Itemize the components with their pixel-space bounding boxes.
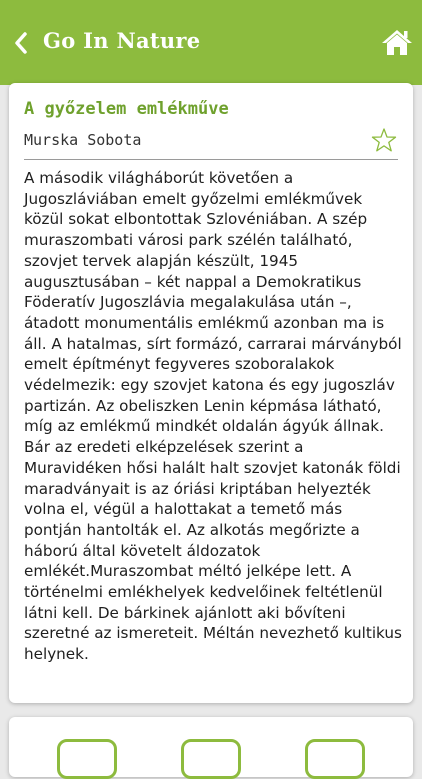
chevron-left-icon (13, 31, 29, 55)
action-bar-card (9, 717, 413, 777)
poi-title: A győzelem emlékműve (24, 99, 229, 119)
poi-detail-card (9, 83, 413, 703)
home-button[interactable] (381, 28, 413, 56)
home-icon (381, 28, 413, 56)
app-title: Go In Nature (43, 28, 201, 53)
favorite-button[interactable] (371, 127, 397, 153)
poi-location: Murska Sobota (24, 131, 142, 149)
divider (24, 159, 398, 160)
action-button-1[interactable] (57, 739, 117, 779)
poi-description: A második világháborút követően a Jugoszláviában emelt győzelmi emlékművek közül sokat elbontottak Szlovéniában. A szép muraszombati városi park szélén található, szovjet tervek alapján készült, 1945 augusztusában – két nappal a Demokratikus Föderatív Jugoszlávia megalakulása után –, átadott monumentális emlékmű azonban ma is áll. A hatalmas, sírt formázó, carrarai márványból emelt építményt fegyveres szoboralakok védelmezik: egy szovjet katona és egy jugoszláv partizán. Az obeliszken Lenin képmása látható, míg az emlékmű mindkét oldalán ágyúk állnak. Bár az eredeti elképzelések szerint a Muravidéken hősi halált halt szovjet katonák földi maradványait is az óriási kriptában helyezték volna el, végül a halottakat a temető más pontján hantolták el. Az alkotás megőrizte a háború által követelt áldozatok emlékét.Muraszombat méltó jelképe lett. A történelmi emlékhelyek kedvelőinek feltétlenül látni kell. De bárkinek ajánlott aki bővíteni szeretné az ismereteit. Méltán nevezhető kultikus helynek. (24, 169, 402, 664)
back-button[interactable] (8, 30, 34, 56)
action-button-3[interactable] (305, 739, 365, 779)
app-header (0, 0, 422, 85)
action-button-2[interactable] (181, 739, 241, 779)
star-outline-icon (371, 127, 397, 153)
